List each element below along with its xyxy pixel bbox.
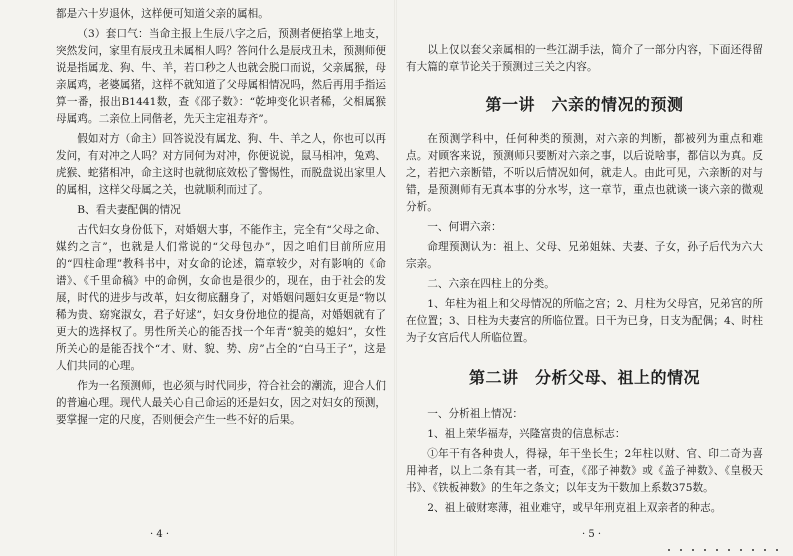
left-paragraph-6: 作为一名预测师，也必须与时代同步，符合社会的潮流，迎合人们的普遍心理。现代人最关心自己命运的还是妇女，因之对妇女的预测，要掌握一定的尺度，否则便会产生一些不好的后果。	[56, 380, 386, 426]
right-intro-paragraph: 以上仅以套父亲属相的一些江湖手法，简介了一部分内容，下面还得留有大篇的章节论关于预测过三关之内容。	[406, 44, 763, 73]
lecture-2-heading: 第二讲 分析父母、祖上的情况	[468, 368, 700, 387]
left-page-number: · 4 ·	[150, 529, 170, 540]
left-subheading-spouse: B、看夫妻配偶的情况	[77, 204, 181, 216]
left-paragraph-1: 都是六十岁退休，这样便可知道父亲的属相。	[56, 8, 269, 20]
right-paragraph-5: 1、年柱为祖上和父母情况的所临之宫；2、月柱为父母宫，兄弟宫的所在位置；3、日柱为夫妻宫的所临位置。日干为已身，日支为配偶；4、时柱为子女宫后代人所临位置。	[406, 298, 763, 344]
right-page-number: · 5 ·	[582, 529, 602, 540]
left-paragraph-2: （3）套口气：当命主报上生辰八字之后，预测者便掐掌上地支，突然发问，家里有辰戌丑未属相人吗？答问什么是辰戌丑未，预测师便说是指属龙、狗、牛、羊，若口秒之人也就会脱口而说，父亲属猴，母亲属鸡，老婆属猪，这样不就知道了父母属相情况吗，然后再用手指运算一番，报出B1441数，查《邵子数》：“乾坤变化识者稀，父相属猴母属鸡。二亲位上同偕老，先天主定祖寿齐”。	[56, 28, 386, 125]
right-paragraph-1: 在预测学科中，任何种类的预测，对六亲的判断，都被列为重点和难点。对顾客来说，预测师只要断对六亲之事，以后说啥事，都信以为真。反之，若把六亲断错，不听以后情况如何，就走人。由此可见，六亲断的对与错，是预测师有无真本事的分水岑，这一章节，重点也就谈一谈六亲的微观分析。	[406, 133, 763, 213]
right-paragraph-9: 2、祖上破财寒薄，祖业难守，或早年刑克祖上双亲者的种志。	[427, 502, 722, 514]
scan-edge-dots	[663, 546, 783, 554]
right-paragraph-6: 一、分析祖上情况：	[427, 408, 523, 420]
right-paragraph-7: 1、祖上荣华福寿，兴隆富贵的信息标志：	[427, 428, 626, 440]
right-paragraph-3: 命理预测认为：祖上、父母、兄弟姐妹、夫妻、子女，孙子后代为六大宗亲。	[406, 241, 763, 270]
right-paragraph-8: ①年干有各种贵人，得禄，年干坐长生；2年柱以财、官、印二奇为喜用神者，以上二条有其一者，可查，《邵子神数》或《盖子神数》、《皇极天书》、《铁板神数》的生年之条文；以年支为干数加上系数375数。	[406, 448, 763, 494]
right-page	[396, 0, 793, 556]
right-paragraph-2: 一、何谓六亲：	[427, 221, 502, 233]
left-page	[0, 0, 396, 556]
right-paragraph-4: 二、六亲在四柱上的分类。	[427, 278, 555, 290]
left-paragraph-5: 古代妇女身份低下，对婚姻大事，不能作主，完全有“父母之命、媒约之言”，也就是人们常说的“父母包办”，因之咱们目前所应用的“四柱命理”教科书中，对女命的论述，篇章较少，对有影响的《命谱》、《千里命稿》中的命例，女命也是很少的，现在，由于社会的发展，时代的进步与改革，妇女彻底翻身了，对婚姻问题妇女更是“物以稀为贵、窈窕淑女，君子好逑”，妇女身份地位的提高，对婚姻就有了更大的选择权了。男性所关心的能否找一个年青“貌美的媳妇”，女性所关心的是能否找个“才、财、貌、势、房”占全的“白马王子”，这是人们共同的心理。	[56, 224, 386, 372]
left-paragraph-3: 假如对方（命主）回答说没有属龙、狗、牛、羊之人，你也可以再发问，有对冲之人吗？对方同何为对冲，你便说说，鼠马相冲，兔鸡、虎猴、蛇猪相冲，命主这时也就彻底效松了警惕性，而脱盘说出家里人的属相，这样父母属之关，也就顺利而过了。	[56, 133, 386, 196]
lecture-1-heading: 第一讲 六亲的情况的预测	[485, 95, 684, 114]
